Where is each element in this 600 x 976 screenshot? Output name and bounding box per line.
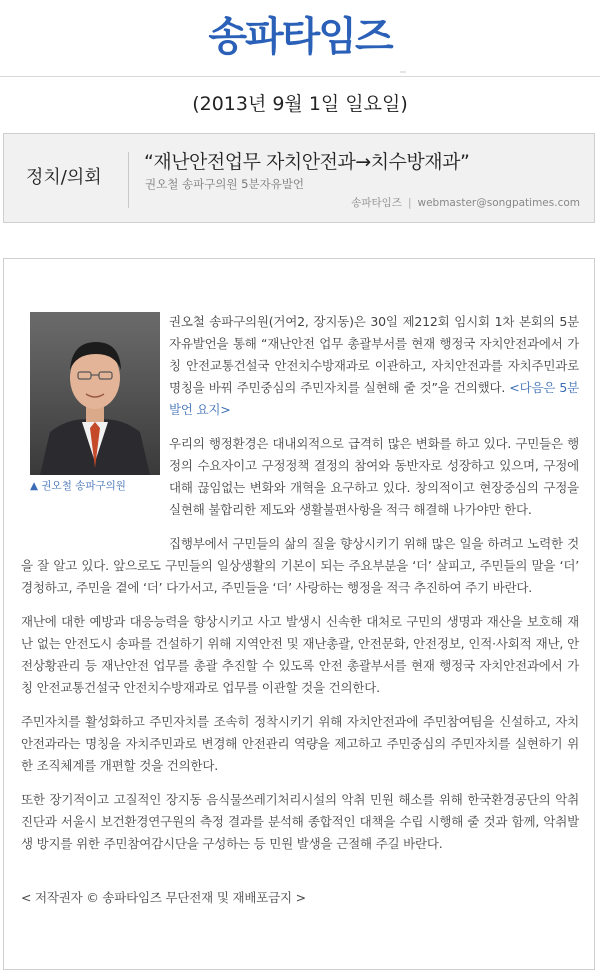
article-body-box xyxy=(3,258,595,970)
publish-date: (2013년 9월 1일 일요일) xyxy=(192,93,408,115)
masthead-divider xyxy=(0,76,600,77)
paragraph-6: 또한 장기적이고 고질적인 장지동 음식물쓰레기처리시설의 악취 민원 해소를 위해 한국환경공단의 악취 진단과 서울시 보건환경연구원의 측정 결과를 분석해 종합적인 대책을 수립 시행해 줄 것과 함께, 악취발생 방지를 위한 주민참여감시단을 구성하는 등 민원 발생을 근절해 주길 바란다. xyxy=(21,792,579,851)
byline: 송파타임즈 | webmaster@songpatimes.com xyxy=(351,197,580,209)
byline-source: 송파타임즈 xyxy=(351,197,402,209)
photo-float-spacer xyxy=(21,311,169,551)
header-divider xyxy=(128,152,129,208)
copyright-notice: < 저작권자 © 송파타임즈 무단전재 및 재배포금지 > xyxy=(21,890,306,905)
byline-email[interactable]: webmaster@songpatimes.com xyxy=(417,197,580,209)
photo-caption: ▲ 권오철 송파구의원 xyxy=(30,480,126,492)
article-subheadline: 권오철 송파구의원 5분자유발언 xyxy=(145,177,305,191)
paragraph-3: 집행부에서 구민들의 삶의 질을 향상시키기 위해 많은 일을 하려고 노력한 것을 잘 알고 있다. 앞으로도 구민들의 일상생활의 기본이 되는 주요부분을 ‘더’ 살피고, 주민들의 말을 ‘더’ 경청하고, 주민을 곁에 ‘더’ 다가서고, 주민들을 ‘더’ 사랑하는 행정을 적극 추진하여 주기 바란다. xyxy=(21,536,579,595)
article-text xyxy=(21,311,579,921)
paragraph-1-text: 권오철 송파구의원(거여2, 장지동)은 30일 제212회 임시회 1차 본회의 5분자유발언을 통해 “재난안전 업무 총괄부서를 현재 행정국 자치안전과에서 가칭 안전교통건설국 안전치수방재과로 이관하고, 자치안전과를 자치주민과로 명칭을 바꿔 주민중심의 주민자치를 실현해 줄 것”을 건의했다. xyxy=(169,314,579,395)
site-logo[interactable]: 송파타임즈 xyxy=(208,14,392,60)
paragraph-2: 우리의 행정환경은 대내외적으로 급격히 많은 변화를 하고 있다. 구민들은 행정의 수요자이고 구정정책 결정의 참여와 동반자로 성장하고 있으며, 구정에 대해 끊임없는 변화와 개혁을 요구하고 있다. 창의적이고 현장중심의 구정을 실현해 불합리한 제도와 생활불편사항을 적극 해결해 나가야만 한다. xyxy=(169,436,579,517)
masthead xyxy=(0,0,600,78)
summary-link[interactable]: <다음은 5분발언 요지> xyxy=(169,380,579,417)
article-header xyxy=(3,133,595,223)
masthead-notch xyxy=(400,71,406,73)
section-label[interactable]: 정치/의회 xyxy=(26,167,102,188)
paragraph-5: 주민자치를 활성화하고 주민자치를 조속히 정착시키기 위해 자치안전과에 주민참여팀을 신설하고, 자치안전과라는 명칭을 자치주민과로 변경해 안전관리 역량을 제고하고 주민중심의 주민자치를 실현하기 위한 조직체계를 개편할 것을 건의한다. xyxy=(21,714,579,773)
article-headline: “재난안전업무 자치안전과→치수방재과” xyxy=(144,151,470,173)
paragraph-4: 재난에 대한 예방과 대응능력을 향상시키고 사고 발생시 신속한 대처로 구민의 생명과 재산을 보호해 재난 없는 안전도시 송파를 건설하기 위해 지역안전 및 재난총괄, 안전문화, 안전정보, 인적·사회적 재난, 안전상황관리 등 재난안전 업무를 총괄 추진할 수 있도록 안전 총괄부서를 현재 행정국 자치안전과에서 가칭 안전교통건설국 안전치수방재과로 업무를 이관할 것을 건의한다. xyxy=(21,614,579,695)
